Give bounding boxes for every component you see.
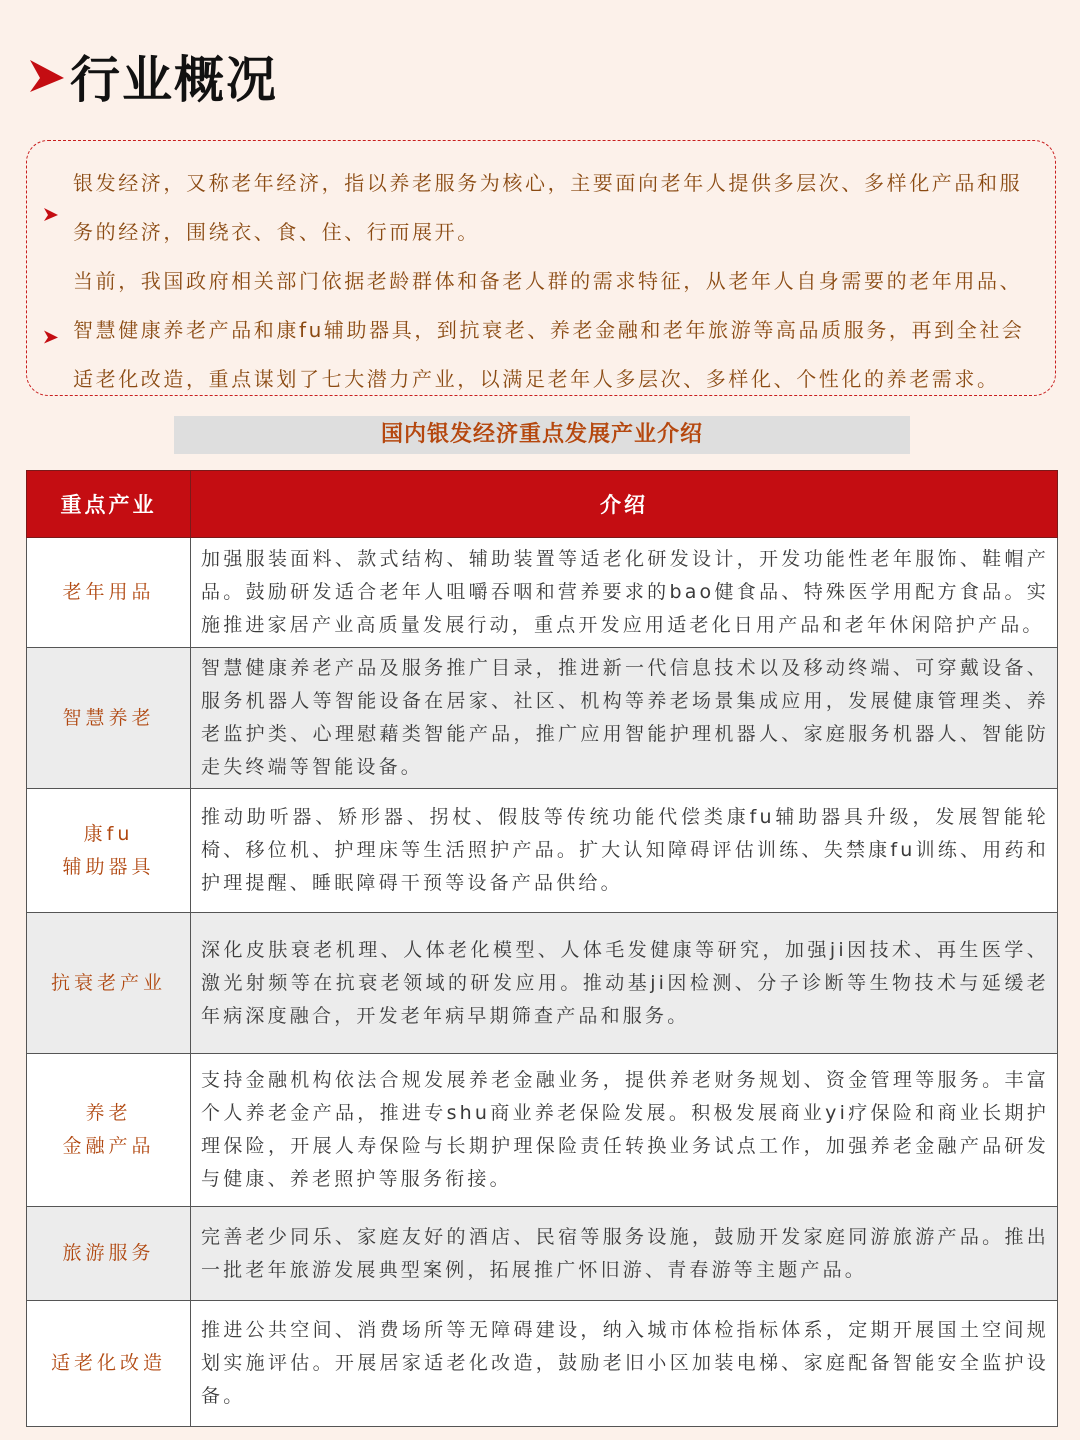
arrowhead-bullet-icon	[43, 269, 59, 404]
table-row	[27, 1301, 1058, 1427]
header-category: 重点产业	[27, 471, 191, 538]
table-header-row	[27, 471, 1058, 538]
description-cell: 智慧健康养老产品及服务推广目录，推进新一代信息技术以及移动终端、可穿戴设备、服务机器人等智能设备在居家、社区、机构等养老场景集成应用，发展健康管理类、养老监护类、心理慰藉类智能产品，推广应用智能护理机器人、家庭服务机器人、智能防走失终端等智能设备。	[191, 648, 1058, 789]
page-header	[28, 40, 278, 112]
intro-paragraph	[43, 257, 1039, 404]
category-cell: 旅游服务	[27, 1207, 191, 1301]
intro-paragraph-text: 银发经济，又称老年经济，指以养老服务为核心，主要面向老年人提供多层次、多样化产品和服务的经济，围绕衣、食、住、行而展开。	[73, 171, 1023, 244]
description-cell: 推进公共空间、消费场所等无障碍建设，纳入城市体检指标体系，定期开展国土空间规划实施评估。开展居家适老化改造，鼓励老旧小区加装电梯、家庭配备智能安全监护设备。	[191, 1301, 1058, 1427]
arrowhead-bullet-icon	[43, 171, 59, 257]
description-cell: 支持金融机构依法合规发展养老金融业务，提供养老财务规划、资金管理等服务。丰富个人养老金产品，推进专shu商业养老保险发展。积极发展商业yi疗保险和商业长期护理保险，开展人寿保险与长期护理保险责任转换业务试点工作，加强养老金融产品研发与健康、养老照护等服务衔接。	[191, 1054, 1058, 1207]
category-cell: 康fu 辅助器具	[27, 789, 191, 913]
page-title: 行业概况	[70, 51, 278, 109]
category-cell: 老年用品	[27, 538, 191, 648]
category-cell: 养老 金融产品	[27, 1054, 191, 1207]
table-row	[27, 648, 1058, 789]
header-intro: 介绍	[191, 471, 1058, 538]
category-cell: 抗衰老产业	[27, 913, 191, 1054]
intro-paragraph	[43, 159, 1039, 257]
table-row	[27, 789, 1058, 913]
intro-paragraph-text: 当前，我国政府相关部门依据老龄群体和备老人群的需求特征，从老年人自身需要的老年用品、智慧健康养老产品和康fu辅助器具，到抗衰老、养老金融和老年旅游等高品质服务，再到全社会适老化改造，重点谋划了七大潜力产业，以满足老年人多层次、多样化、个性化的养老需求。	[73, 269, 1025, 391]
table-caption: 国内银发经济重点发展产业介绍	[174, 416, 910, 454]
description-cell: 推动助听器、矫形器、拐杖、假肢等传统功能代偿类康fu辅助器具升级，发展智能轮椅、移位机、护理床等生活照护产品。扩大认知障碍评估训练、失禁康fu训练、用药和护理提醒、睡眠障碍干预等设备产品供给。	[191, 789, 1058, 913]
category-cell: 适老化改造	[27, 1301, 191, 1427]
industry-table	[26, 470, 1058, 1427]
description-cell: 完善老少同乐、家庭友好的酒店、民宿等服务设施，鼓励开发家庭同游旅游产品。推出一批老年旅游发展典型案例，拓展推广怀旧游、青春游等主题产品。	[191, 1207, 1058, 1301]
description-cell: 加强服装面料、款式结构、辅助装置等适老化研发设计，开发功能性老年服饰、鞋帽产品。鼓励研发适合老年人咀嚼吞咽和营养要求的bao健食品、特殊医学用配方食品。实施推进家居产业高质量发展行动，重点开发应用适老化日用产品和老年休闲陪护产品。	[191, 538, 1058, 648]
table-row	[27, 1207, 1058, 1301]
table-row	[27, 1054, 1058, 1207]
arrowhead-title-icon	[28, 56, 66, 96]
description-cell: 深化皮肤衰老机理、人体老化模型、人体毛发健康等研究，加强ji因技术、再生医学、激光射频等在抗衰老领域的研发应用。推动基ji因检测、分子诊断等生物技术与延缓老年病深度融合，开发老年病早期筛查产品和服务。	[191, 913, 1058, 1054]
intro-box	[26, 140, 1056, 396]
table-row	[27, 538, 1058, 648]
table-row	[27, 913, 1058, 1054]
category-cell: 智慧养老	[27, 648, 191, 789]
